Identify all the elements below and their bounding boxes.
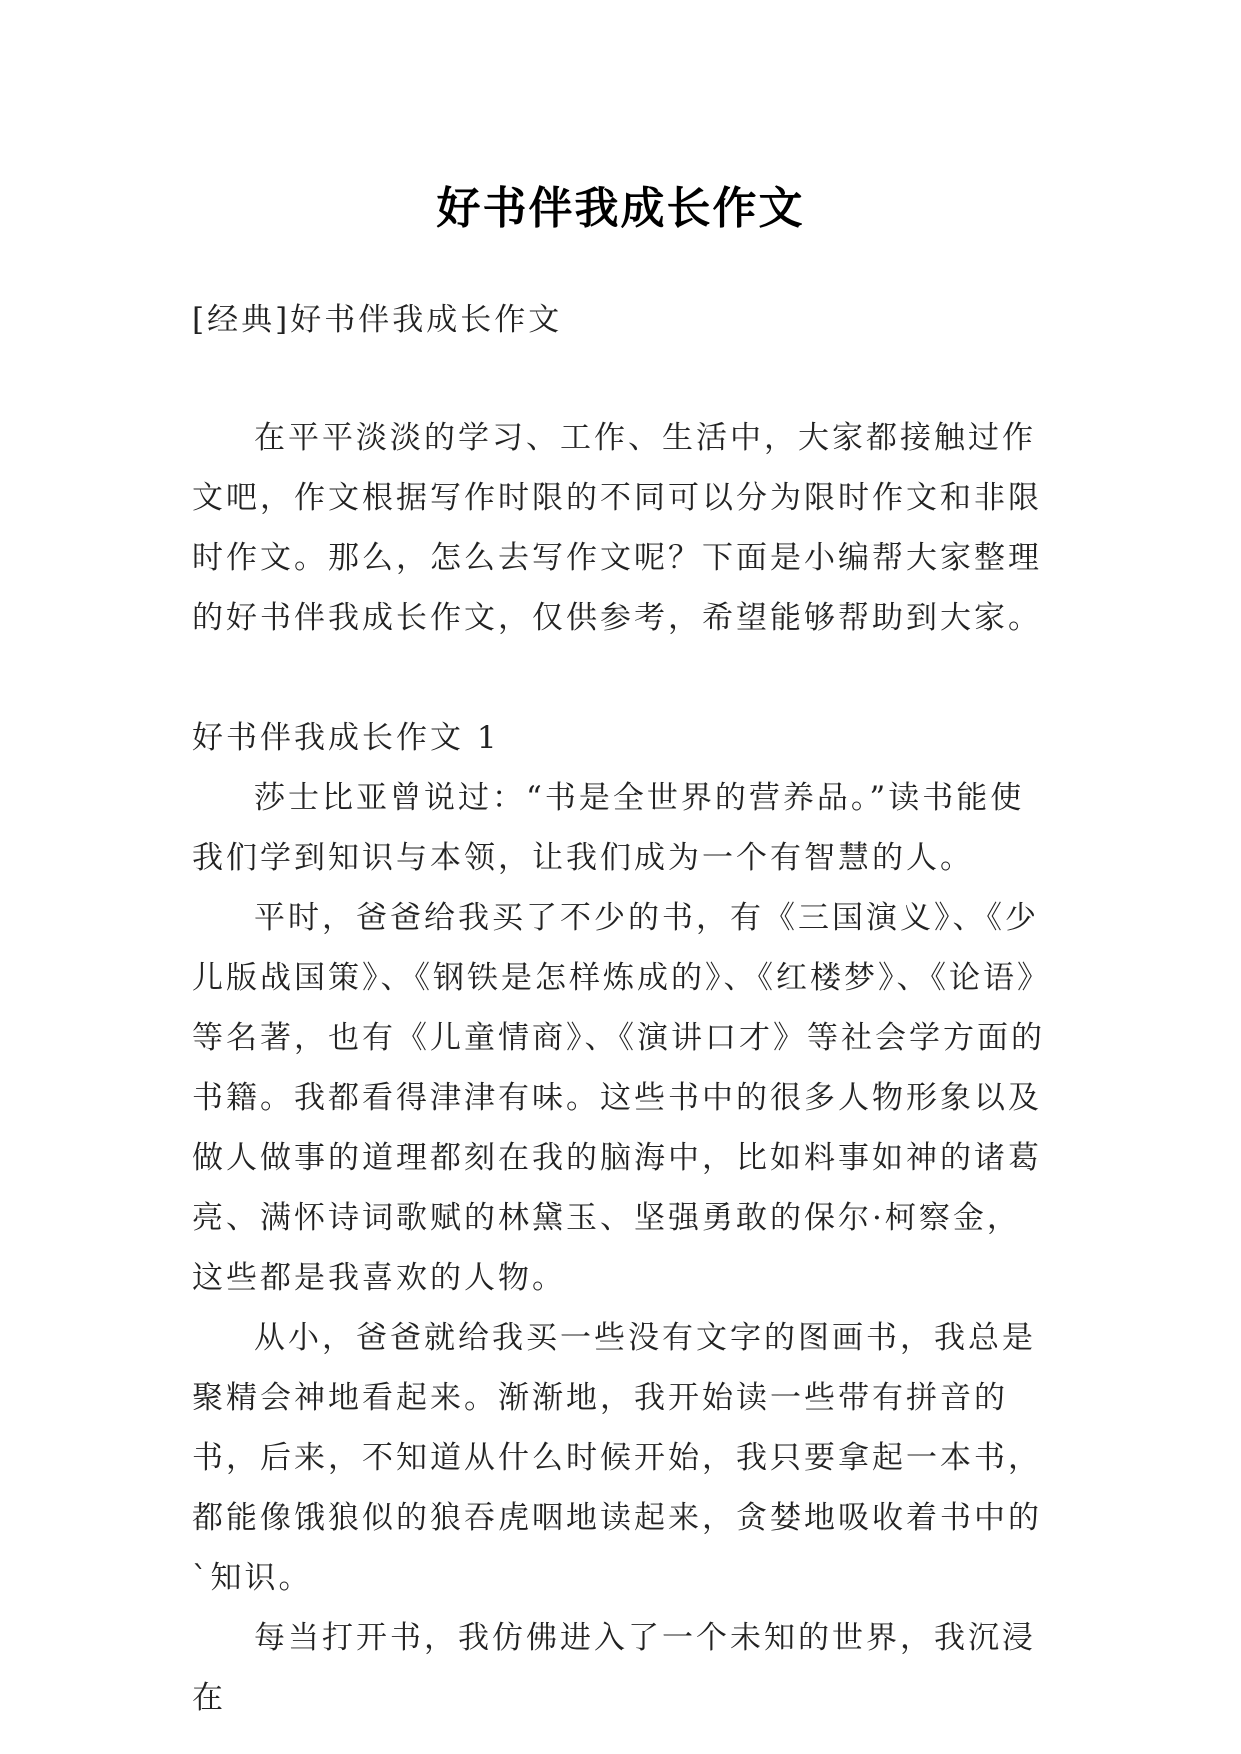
body-paragraph: 从小，爸爸就给我买一些没有文字的图画书，我总是聚精会神地看起来。渐渐地，我开始读一些带有拼音的书，后来，不知道从什么时候开始，我只要拿起一本书，都能像饿狼似的狼吞虎咽地读起来，贪婪地吸收着书中的`知识。 bbox=[192, 1320, 1042, 1596]
document-body bbox=[192, 290, 1052, 1728]
document-title: 好书伴我成长作文 bbox=[436, 183, 805, 235]
body-paragraph: 平时，爸爸给我买了不少的书，有《三国演义》、《少儿版战国策》、《钢铁是怎样炼成的》、《红楼梦》、《论语》等名著，也有《儿童情商》、《演讲口才》等社会学方面的书籍。我都看得津津有味。这些书中的很多人物形象以及做人做事的道理都刻在我的脑海中，比如料事如神的诸葛亮、满怀诗词歌赋的林黛玉、坚强勇敢的保尔·柯察金，这些都是我喜欢的人物。 bbox=[192, 900, 1051, 1296]
section-heading: 好书伴我成长作文 1 bbox=[192, 720, 500, 756]
document-subtitle: [经典]好书伴我成长作文 bbox=[192, 302, 563, 338]
intro-paragraph: 在平平淡淡的学习、工作、生活中，大家都接触过作文吧，作文根据写作时限的不同可以分为限时作文和非限时作文。那么，怎么去写作文呢？下面是小编帮大家整理的好书伴我成长作文，仅供参考，希望能够帮助到大家。 bbox=[192, 420, 1042, 636]
body-paragraph: 每当打开书，我仿佛进入了一个未知的世界，我沉浸在 bbox=[192, 1620, 1036, 1716]
body-paragraph: 莎士比亚曾说过：“书是全世界的营养品。”读书能使我们学到知识与本领，让我们成为一个有智慧的人。 bbox=[192, 780, 1025, 876]
